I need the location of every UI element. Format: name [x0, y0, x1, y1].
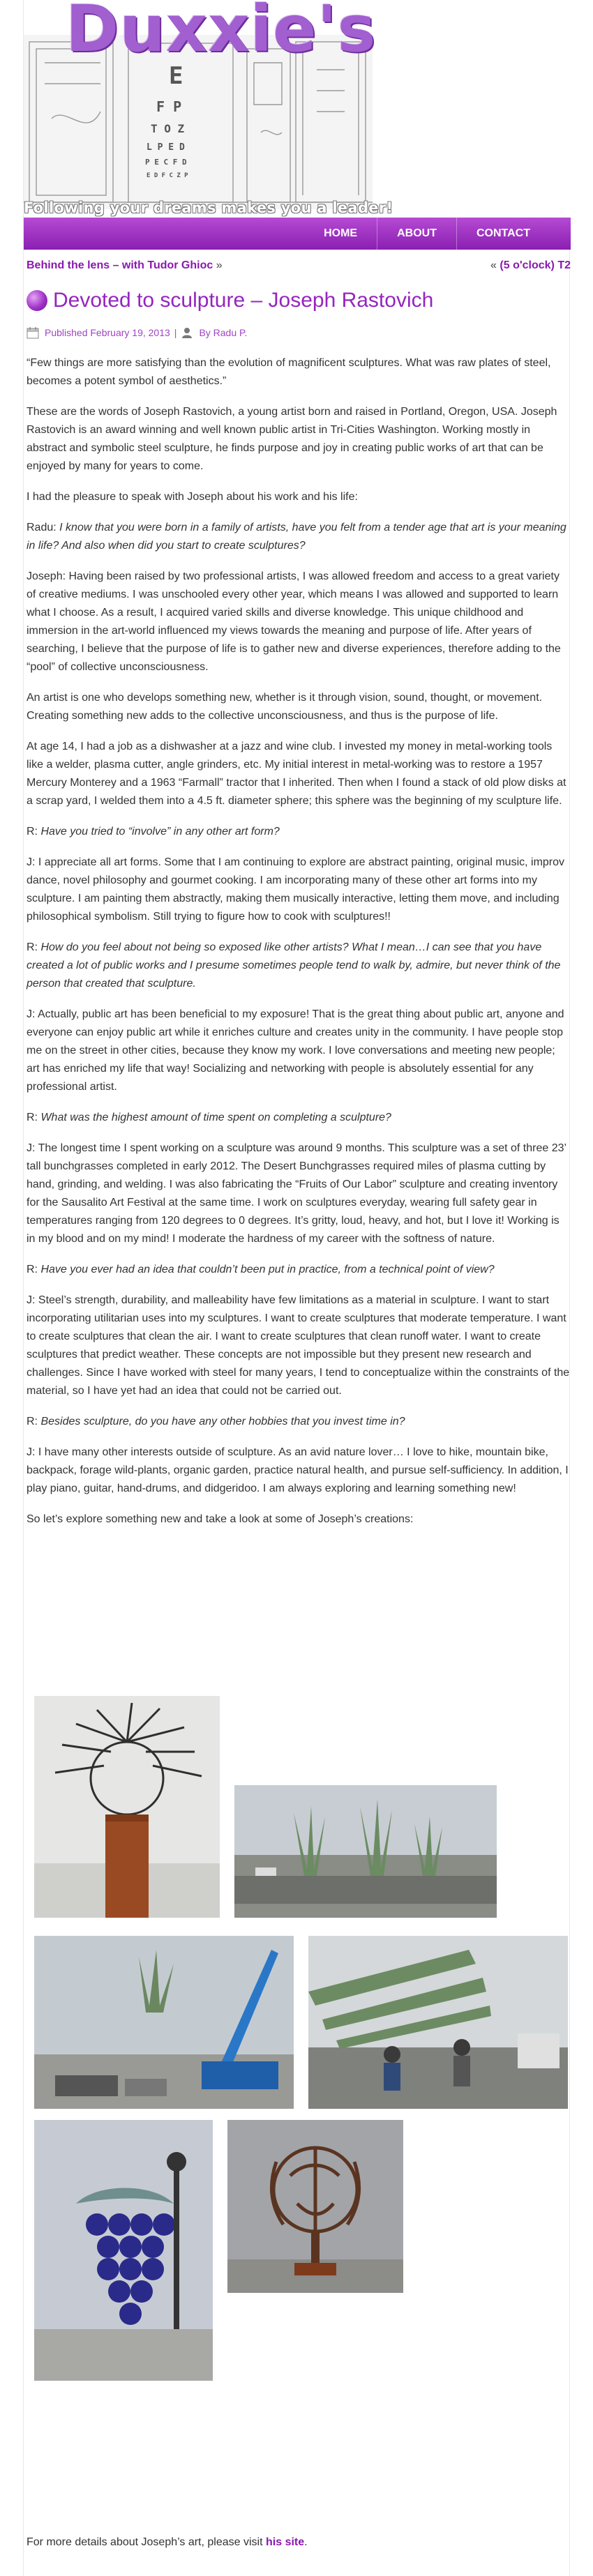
svg-text:L P E D: L P E D — [147, 142, 185, 153]
interview-answer: Joseph: Having been raised by two professional artists, I was allowed freedom and access to a great variety of creative mediums. I was unschooled every other year, which means I was allowed and supported to learn what I choose. As a result, I acquired varied skills and diverse knowledge. This unique childhood and immersion in the art-world influenced my views towards the meaning and purpose of life. After years of searching, I believe that the purpose of life is to gather new and diverse experiences, therefore adding to the “pool” of collective unconsciousness. — [27, 570, 561, 673]
question-speaker: R: — [27, 941, 38, 953]
page — [23, 0, 570, 2576]
sculpture-photo-workers-lifting[interactable] — [308, 1936, 568, 2109]
interview-answer: J: I have many other interests outside of sculpture. As an avid nature lover… I love to hike, mountain bike, backpack, forage wild-plants, organic garden, practice natural health, and pursue self-sufficiency. In addition, I play piano, guitar, hand-drums, and didgeridoo. I am always exploring and learning something new! — [27, 1446, 569, 1494]
question-speaker: Radu: — [27, 522, 57, 533]
question-text: How do you feel about not being so exposed like other artists? What I mean…I can see that you have created a lot of public works and I presume sometimes people tend to walk by, admire, but never think of the person that created that sculpture. — [27, 941, 561, 990]
paragraph: I had the pleasure to speak with Joseph about his work and his life: — [27, 491, 358, 503]
footer-text: For more details about Joseph’s art, please visit — [27, 2536, 263, 2548]
question-text: Have you tried to “involve” in any other art form? — [40, 826, 280, 838]
previous-arrow-icon: » — [216, 259, 223, 271]
intro-quote: “Few things are more satisfying than the evolution of magnificent sculptures. What was raw plates of steel, becomes a potent symbol of aesthetics.” — [27, 357, 551, 387]
post-header — [27, 286, 571, 315]
question-speaker: R: — [27, 826, 38, 838]
svg-text:E: E — [169, 62, 183, 90]
post-title[interactable]: Devoted to sculpture – Joseph Rastovich — [53, 289, 434, 312]
meta-separator: | — [174, 327, 177, 338]
interview-question — [27, 519, 571, 555]
sculpture-photo-lion-head[interactable] — [227, 2120, 403, 2293]
question-text: Besides sculpture, do you have any other hobbies that you invest time in? — [40, 1416, 405, 1427]
site-header — [24, 0, 571, 218]
calendar-icon — [27, 326, 39, 339]
interview-question — [27, 1261, 571, 1279]
post-content — [27, 354, 571, 1541]
main-navigation — [24, 218, 571, 250]
footer-period: . — [304, 2536, 308, 2548]
site-logo[interactable]: Duxxie's — [66, 0, 377, 66]
paragraph: At age 14, I had a job as a dishwasher at a jazz and wine club. I invested my money in metal-working tools like a welder, plasma cutter, angle grinders, etc. My initial interest in metal-working was to restore a 1957 Mercury Monterey and a 1963 “Farmall” tractor that I inherited. Then when I found a stack of old plow disks at a scrap yard, I welded them into a 4.5 ft. diameter sphere; this sphere was the beginning of my sculpture life. — [27, 741, 566, 807]
nav-contact[interactable]: CONTACT — [456, 218, 550, 250]
previous-post-link[interactable] — [27, 259, 223, 272]
artist-site-link[interactable]: his site — [266, 2536, 305, 2548]
post-meta — [27, 325, 247, 340]
gallery-intro: So let’s explore something new and take a look at some of Joseph’s creations: — [27, 1513, 414, 1525]
sculpture-photo-bunchgrass-roundabout[interactable] — [234, 1785, 497, 1918]
previous-post-title[interactable]: Behind the lens – with Tudor Ghioc — [27, 259, 213, 271]
paragraph: An artist is one who develops something new, whether is it through vision, sound, thought, or movement. Creating something new adds to the collective unconsciousness, and thus is the purpose of life. — [27, 692, 543, 722]
user-icon — [181, 326, 193, 339]
post-author[interactable]: By Radu P. — [199, 327, 248, 338]
nav-about[interactable]: ABOUT — [377, 218, 456, 250]
interview-question — [27, 1109, 571, 1127]
question-text: Have you ever had an idea that couldn’t been put in practice, from a technical point of view? — [40, 1264, 495, 1275]
interview-question — [27, 939, 571, 993]
svg-text:T O Z: T O Z — [151, 122, 185, 135]
interview-answer: J: I appreciate all art forms. Some that I am continuing to explore are abstract painting, original music, improv dance, novel philosophy and gourmet cooking. I am incorporating many of these other art forms into my sculpture. I am painting them abstractly, making them musically interactive, letting them move, and including philosophical symbolism. Still trying to figure how to cook with sculptures!! — [27, 856, 565, 923]
question-text: What was the highest amount of time spent on completing a sculpture? — [40, 1112, 391, 1123]
interview-answer: J: Steel’s strength, durability, and malleability have few limitations as a material in sculpture. I want to start incorporating utilitarian uses into my sculptures. I want to create sculptures that moderate temperature. I want to create sculptures that clean the air. I want to create sculptures that clean runoff water. I want to create sculptures that predict weather. These concepts are not impossible but they present new research and challenges. Since I have worked with steel for many years, I tend to conceptualize within the constraints of the material, so I have yet had an idea that could not be carried out. — [27, 1294, 570, 1397]
post-navigation — [24, 259, 571, 276]
sculpture-photo-ring[interactable] — [34, 1696, 220, 1918]
next-arrow-icon: « — [490, 259, 497, 271]
nav-home[interactable]: HOME — [324, 227, 358, 239]
title-bullet-icon — [27, 290, 47, 311]
interview-question — [27, 1413, 571, 1431]
question-speaker: R: — [27, 1264, 38, 1275]
interview-question — [27, 823, 571, 841]
post-date: Published February 19, 2013 — [45, 327, 170, 338]
svg-text:E D F C Z P: E D F C Z P — [147, 172, 188, 179]
svg-text:P E C F D: P E C F D — [145, 158, 187, 167]
next-post-link[interactable] — [490, 259, 571, 272]
question-speaker: R: — [27, 1416, 38, 1427]
site-tagline: Following your dreams makes you a leader! — [24, 199, 393, 216]
svg-text:F P: F P — [156, 98, 182, 115]
paragraph: These are the words of Joseph Rastovich, a young artist born and raised in Portland, Oregon, USA. Joseph Rastovich is an award winning and well known public artist in Tri-Cities Washington. Working mostly in abstract and symbolic steel sculpture, he finds purpose and joy in creating public works of art that can be enjoyed by many for years to come. — [27, 406, 557, 472]
question-text: I know that you were born in a family of artists, have you felt from a tender age that art is your meaning in life? And also when did you start to create sculptures? — [27, 522, 566, 552]
next-post-title[interactable]: (5 o'clock) T2 — [500, 259, 571, 271]
sculpture-photo-crane-install[interactable] — [34, 1936, 294, 2109]
interview-answer: J: Actually, public art has been beneficial to my exposure! That is the great thing about public art, anyone and everyone can enjoy public art while it enriches culture and creates unity in the community. I have people stop me on the street in other cities, because they know my work. I love conversations and meeting new people; art has enriched my life that way! Socializing and networking with people is absolutely essential for any professional artist. — [27, 1008, 564, 1093]
footer-note — [27, 2536, 308, 2549]
question-speaker: R: — [27, 1112, 38, 1123]
interview-answer: J: The longest time I spent working on a sculpture was around 9 months. This sculpture was a set of three 23’ tall bunchgrasses completed in early 2012. The Desert Bunchgrasses required miles of plasma cutting by hand, grinding, and welding. I was also fabricating the “Fruits of Our Labor” sculpture and creating inventory for the Sausalito Art Festival at the same time. I work on sculptures everyday, wearing full safety gear in temperatures ranging from 120 degrees to 0 degrees. It’s gritty, loud, heavy, and hot, but I love it! Working is in my blood and on my mind! I moderate the hardness of my career with the softness of nature. — [27, 1142, 566, 1245]
sculpture-photo-grapes[interactable] — [34, 2120, 213, 2381]
